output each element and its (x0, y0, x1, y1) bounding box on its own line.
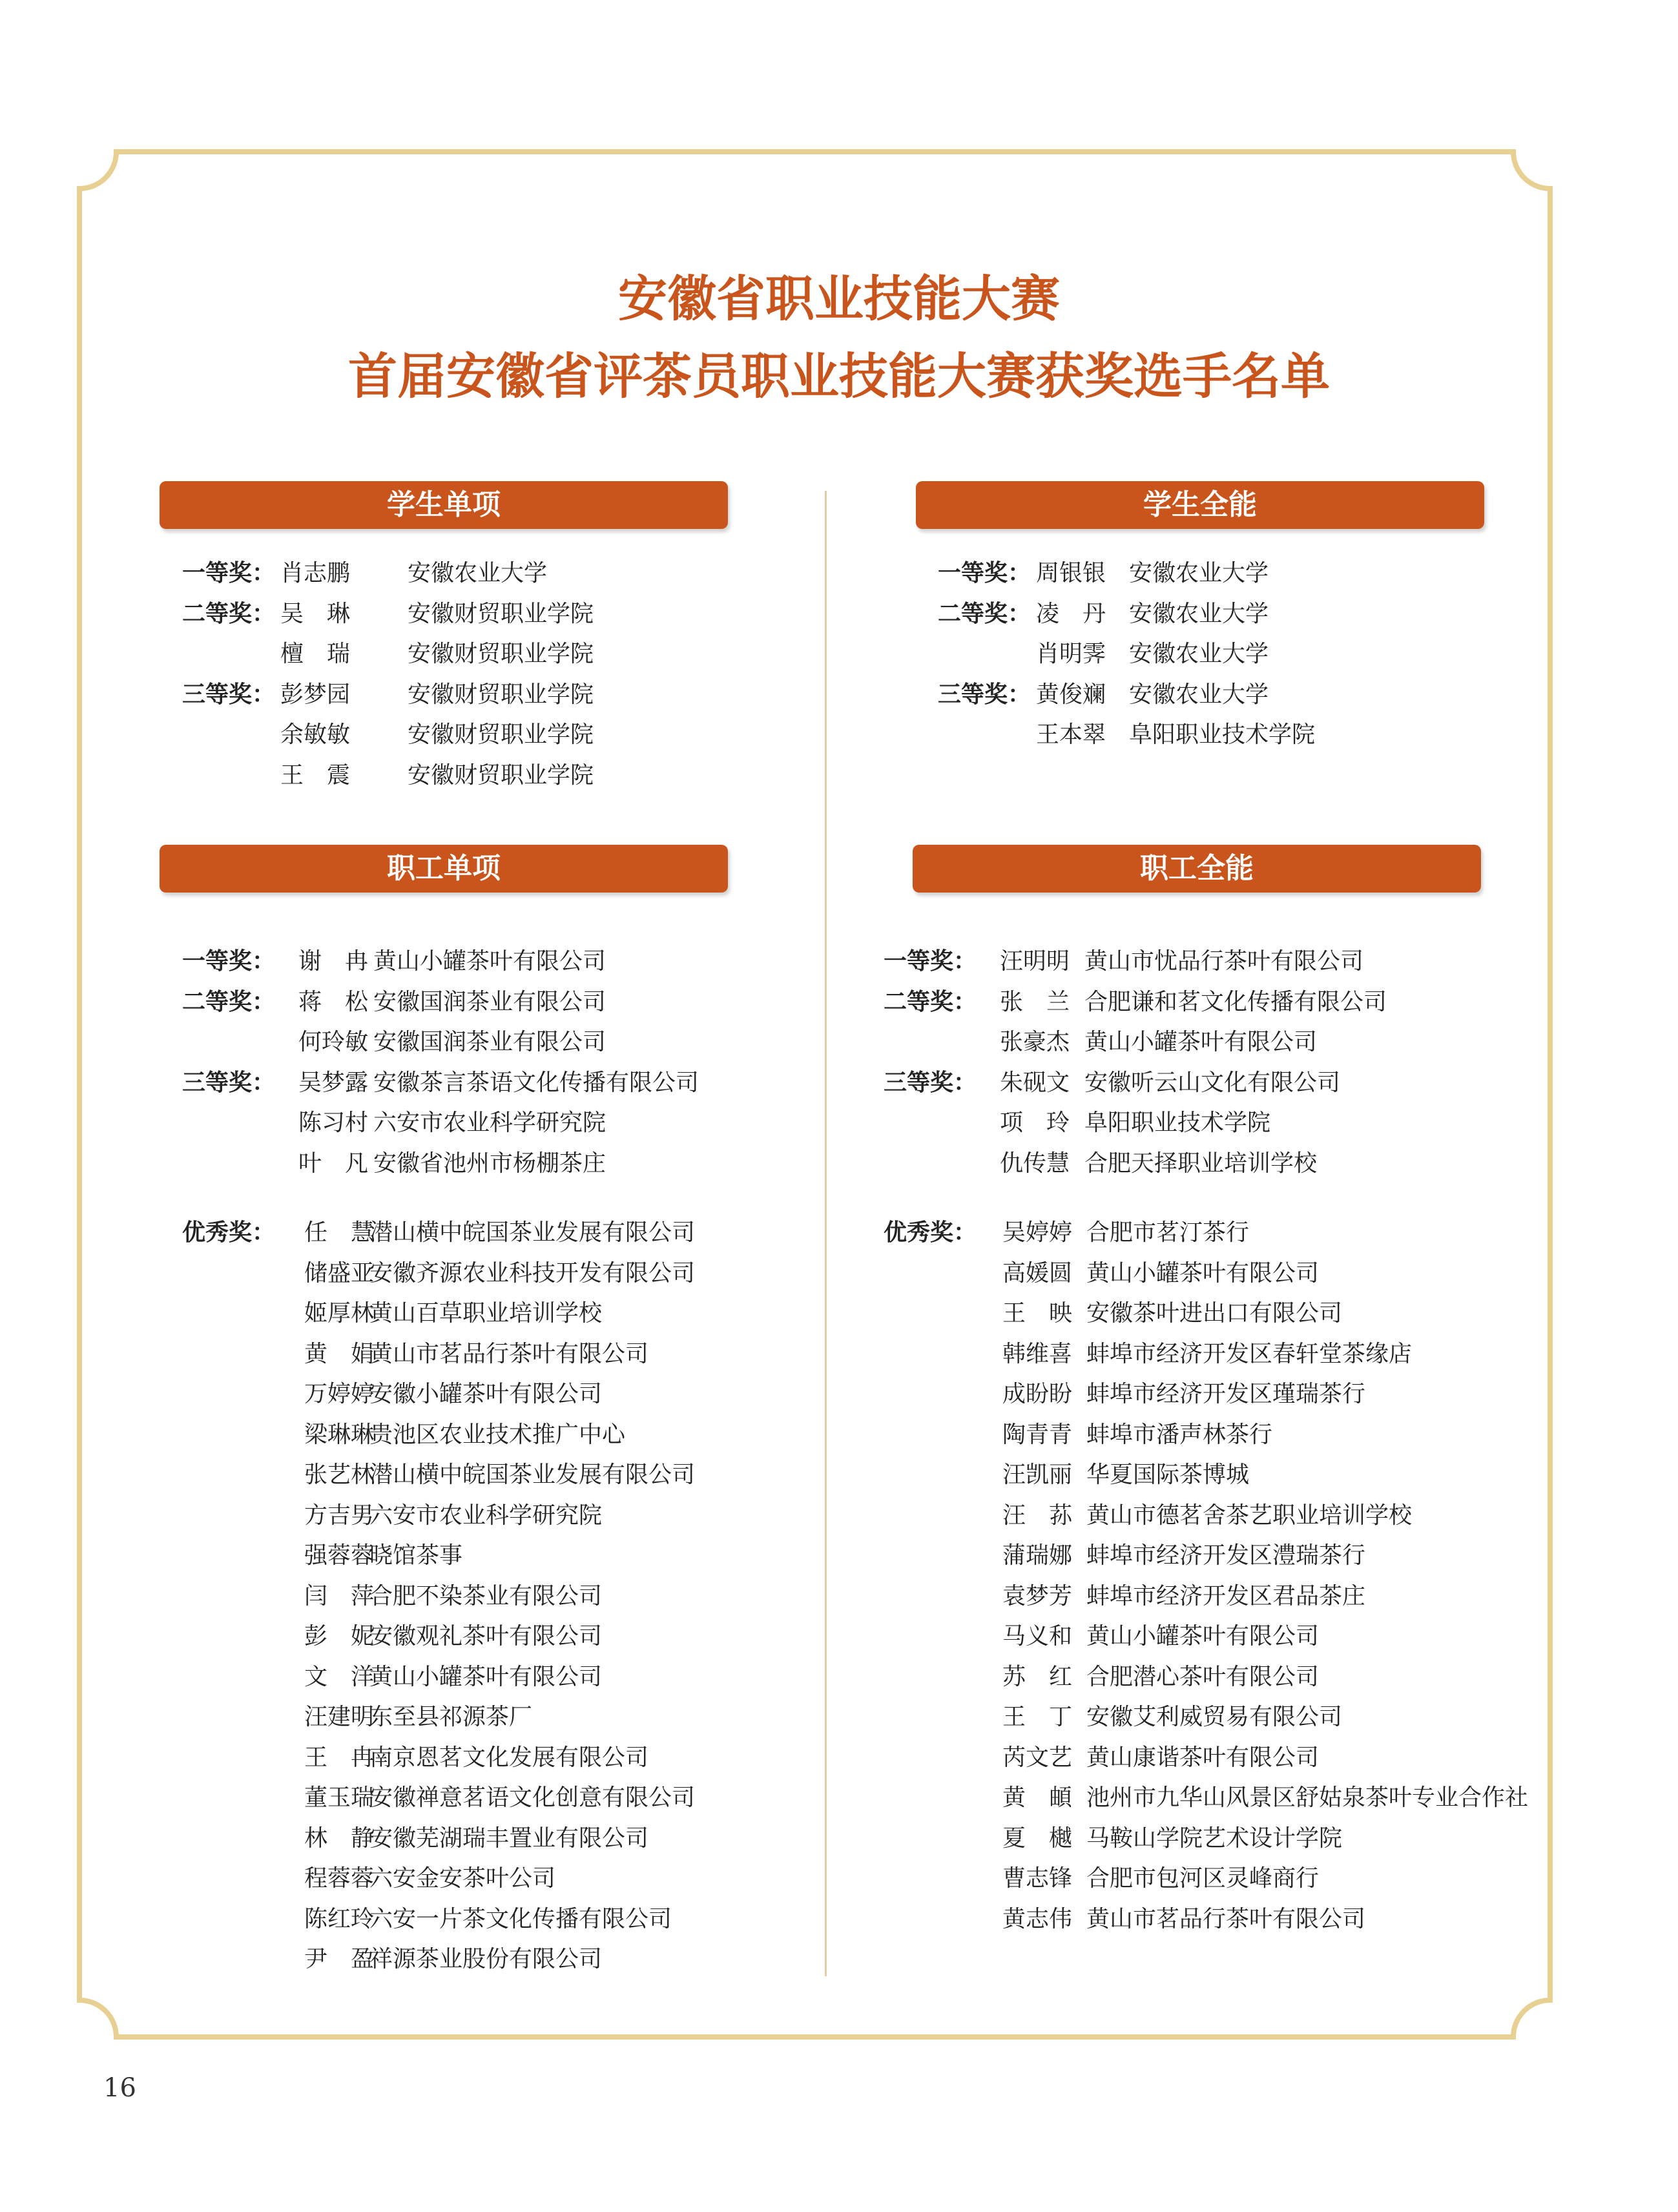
winner-organization: 华夏国际茶博城 (1086, 1462, 1250, 1488)
winner-name: 叶 凡 (298, 1150, 369, 1177)
winner-name: 周银银 (1036, 560, 1106, 586)
winner-name: 谢 冉 (298, 948, 369, 975)
merit-list-staff-single (182, 1213, 785, 1980)
winner-name: 肖志鹏 (280, 560, 351, 586)
winner-organization: 黄山小罐茶叶有限公司 (1084, 1029, 1318, 1055)
merit-entry (906, 1536, 1551, 1576)
winner-name: 马义和 (1002, 1623, 1073, 1649)
award-entry (938, 553, 1541, 594)
merit-entry (204, 1617, 785, 1657)
winner-organization: 安徽观礼茶叶有限公司 (369, 1623, 603, 1649)
merit-entry (906, 1334, 1551, 1375)
winner-name: 姬厚林 (304, 1300, 375, 1327)
winner-organization: 蚌埠市经济开发区君品茶庄 (1086, 1582, 1366, 1609)
merit-entry (182, 1213, 785, 1254)
section-banner-staff-allround: 职工全能 (913, 845, 1481, 893)
winner-organization: 黄山小罐茶叶有限公司 (369, 1663, 603, 1690)
winner-name: 张艺林 (304, 1462, 375, 1488)
winner-organization: 安徽国润茶业有限公司 (373, 988, 606, 1015)
winner-name: 程蓉蓉 (304, 1865, 375, 1892)
merit-entry (204, 1697, 785, 1738)
winner-organization: 合肥天择职业培训学校 (1084, 1150, 1318, 1177)
page-number: 16 (103, 2073, 136, 2103)
award-entry (182, 942, 785, 982)
winner-organization: 六安金安茶叶公司 (369, 1865, 556, 1892)
winner-organization: 安徽农业大学 (1129, 681, 1269, 708)
winner-name: 王 震 (280, 761, 351, 789)
merit-entry (906, 1576, 1551, 1617)
section-banner-student-allround: 学生全能 (916, 481, 1484, 529)
award-entry (204, 756, 785, 796)
winner-name: 夏 樾 (1002, 1824, 1073, 1852)
winner-organization: 蚌埠市潘声林茶行 (1086, 1421, 1273, 1448)
award-label: 三等奖： (182, 1069, 276, 1096)
winner-organization: 安徽茶言茶语文化传播有限公司 (373, 1069, 699, 1096)
merit-entry (204, 1939, 785, 1980)
winner-organization: 蚌埠市经济开发区春轩堂茶缘店 (1086, 1340, 1413, 1367)
award-label: 一等奖： (938, 560, 1031, 586)
winner-name: 肖明霁 (1036, 641, 1106, 667)
winner-organization: 阜阳职业技术学院 (1084, 1110, 1271, 1136)
winner-name: 王 冉 (304, 1744, 375, 1771)
winner-organization: 黄山康谐茶叶有限公司 (1086, 1744, 1320, 1771)
merit-entry (204, 1576, 785, 1617)
page-subtitle: 首届安徽省评茶员职业技能大赛获奖选手名单 (348, 347, 1330, 405)
winner-organization: 黄山百草职业培训学校 (369, 1300, 603, 1327)
winner-organization: 合肥潜心茶叶有限公司 (1086, 1663, 1320, 1690)
award-label: 三等奖： (884, 1069, 977, 1096)
winner-organization: 合肥不染茶业有限公司 (369, 1582, 603, 1609)
award-entry (884, 1063, 1551, 1104)
winner-name: 蒲瑞娜 (1002, 1542, 1073, 1569)
winner-organization: 安徽艾利威贸易有限公司 (1086, 1704, 1343, 1730)
winner-organization: 马鞍山学院艺术设计学院 (1086, 1824, 1343, 1852)
winner-name: 汪明明 (1000, 948, 1070, 975)
winner-organization: 阜阳职业技术学院 (1129, 721, 1316, 748)
award-entry (204, 1103, 785, 1144)
winner-organization: 黄山小罐茶叶有限公司 (1086, 1259, 1320, 1287)
merit-entry (906, 1294, 1551, 1334)
winner-name: 凌 丹 (1036, 600, 1106, 627)
winner-name: 汪 荪 (1002, 1502, 1073, 1529)
merit-entry (204, 1334, 785, 1375)
winner-name: 仇传慧 (1000, 1150, 1070, 1177)
award-label: 一等奖： (884, 948, 977, 975)
winner-name: 蒋 松 (298, 988, 369, 1015)
award-list-staff-single (182, 942, 785, 1184)
winner-organization: 安徽小罐茶叶有限公司 (369, 1381, 603, 1407)
winner-organization: 安徽农业大学 (1129, 600, 1269, 627)
column-divider (825, 491, 827, 1976)
winner-organization: 安徽茶叶进出口有限公司 (1086, 1300, 1343, 1327)
award-entry (960, 715, 1541, 756)
winner-organization: 黄山市德茗舍茶艺职业培训学校 (1086, 1502, 1413, 1529)
winner-organization: 安徽财贸职业学院 (408, 681, 594, 708)
winner-name: 陈红玲 (304, 1905, 375, 1932)
winner-name: 吴婷婷 (1002, 1219, 1073, 1246)
award-label: 二等奖： (884, 988, 977, 1015)
merit-entry (906, 1778, 1551, 1819)
merit-entry (906, 1657, 1551, 1698)
winner-organization: 安徽齐源农业科技开发有限公司 (369, 1259, 696, 1287)
merit-entry (884, 1213, 1551, 1254)
winner-name: 林 静 (304, 1824, 375, 1852)
award-entry (938, 675, 1541, 716)
award-entry (182, 982, 785, 1023)
merit-entry (906, 1617, 1551, 1657)
award-label: 二等奖： (182, 600, 276, 627)
award-label: 三等奖： (182, 681, 276, 708)
merit-entry (204, 1374, 785, 1415)
winner-name: 项 玲 (1000, 1110, 1070, 1136)
winner-name: 汪凯丽 (1002, 1462, 1073, 1488)
winner-name: 汪建明 (304, 1704, 375, 1730)
merit-entry (906, 1738, 1551, 1779)
winner-organization: 安徽财贸职业学院 (408, 761, 594, 789)
merit-entry (906, 1496, 1551, 1536)
winner-organization: 安徽财贸职业学院 (408, 641, 594, 667)
winner-name: 张豪杰 (1000, 1029, 1070, 1055)
winner-name: 曹志锋 (1002, 1865, 1073, 1892)
winner-name: 黄志伟 (1002, 1905, 1073, 1932)
award-entry (960, 634, 1541, 675)
merit-entry (906, 1899, 1551, 1940)
award-entry (204, 715, 785, 756)
section-banner-staff-single: 职工单项 (160, 845, 728, 893)
award-list-student-allround (938, 553, 1541, 756)
merit-entry (204, 1536, 785, 1576)
award-entry (182, 675, 785, 716)
winner-name: 陶青青 (1002, 1421, 1073, 1448)
winner-name: 张 兰 (1000, 988, 1070, 1015)
winner-name: 苏 红 (1002, 1663, 1073, 1690)
winner-name: 何玲敏 (298, 1029, 369, 1055)
winner-name: 万婷婷 (304, 1381, 375, 1407)
award-label: 一等奖： (182, 948, 276, 975)
award-entry (884, 982, 1551, 1023)
winner-organization: 合肥市茗汀茶行 (1086, 1219, 1250, 1246)
award-label: 优秀奖： (884, 1219, 977, 1246)
section-banner-student-single: 学生单项 (160, 481, 728, 529)
winner-organization: 贵池区农业技术推广中心 (369, 1421, 626, 1448)
winner-organization: 黄山市茗品行茶叶有限公司 (369, 1340, 649, 1367)
merit-entry (204, 1496, 785, 1536)
merit-entry (906, 1455, 1551, 1496)
merit-entry (204, 1415, 785, 1456)
award-list-staff-allround (884, 942, 1551, 1184)
merit-entry (204, 1859, 785, 1899)
award-entry (204, 1144, 785, 1184)
award-list-student-single (182, 553, 785, 796)
winner-organization: 池州市九华山风景区舒姑泉茶叶专业合作社 (1086, 1784, 1529, 1811)
winner-name: 朱砚文 (1000, 1069, 1070, 1096)
merit-entry (204, 1899, 785, 1940)
award-entry (906, 1144, 1551, 1184)
award-entry (182, 594, 785, 635)
winner-name: 强蓉蓉 (304, 1542, 375, 1569)
merit-entry (204, 1657, 785, 1698)
merit-entry (906, 1254, 1551, 1294)
winner-organization: 晓馆茶事 (369, 1542, 463, 1569)
award-label: 二等奖： (182, 988, 276, 1015)
merit-entry (204, 1819, 785, 1859)
winner-name: 董玉瑞 (304, 1784, 375, 1811)
page-title: 安徽省职业技能大赛 (618, 270, 1060, 327)
winner-organization: 合肥市包河区灵峰商行 (1086, 1865, 1320, 1892)
award-entry (906, 1022, 1551, 1063)
merit-entry (204, 1778, 785, 1819)
winner-organization: 安徽农业大学 (408, 560, 548, 586)
merit-list-staff-allround (884, 1213, 1551, 1939)
winner-organization: 六安一片茶文化传播有限公司 (369, 1905, 672, 1932)
winner-organization: 安徽农业大学 (1129, 641, 1269, 667)
winner-name: 余敏敏 (280, 721, 351, 748)
winner-name: 尹 盈 (304, 1946, 375, 1972)
award-label: 二等奖： (938, 600, 1031, 627)
winner-organization: 安徽听云山文化有限公司 (1084, 1069, 1341, 1096)
winner-organization: 安徽省池州市杨棚茶庄 (373, 1150, 606, 1177)
merit-entry (204, 1738, 785, 1779)
winner-name: 王 丁 (1002, 1704, 1073, 1730)
winner-organization: 安徽财贸职业学院 (408, 721, 594, 748)
award-label: 优秀奖： (182, 1219, 276, 1246)
award-label: 三等奖： (938, 681, 1031, 708)
winner-name: 吴 琳 (280, 600, 351, 627)
merit-entry (906, 1859, 1551, 1899)
winner-organization: 六安市农业科学研究院 (369, 1502, 603, 1529)
award-label: 一等奖： (182, 560, 276, 586)
winner-name: 芮文艺 (1002, 1744, 1073, 1771)
winner-name: 彭梦园 (280, 681, 351, 708)
winner-organization: 蚌埠市经济开发区瑾瑞茶行 (1086, 1381, 1366, 1407)
winner-organization: 安徽国润茶业有限公司 (373, 1029, 606, 1055)
merit-entry (906, 1697, 1551, 1738)
winner-organization: 东至县祁源茶厂 (369, 1704, 533, 1730)
winner-organization: 祥源茶业股份有限公司 (369, 1946, 603, 1972)
winner-organization: 安徽财贸职业学院 (408, 600, 594, 627)
merit-entry (906, 1819, 1551, 1859)
winner-organization: 安徽芜湖瑞丰置业有限公司 (369, 1824, 649, 1852)
merit-entry (906, 1415, 1551, 1456)
winner-name: 黄 頔 (1002, 1784, 1073, 1811)
winner-organization: 黄山小罐茶叶有限公司 (373, 948, 606, 975)
merit-entry (906, 1374, 1551, 1415)
winner-name: 成盼盼 (1002, 1381, 1073, 1407)
merit-entry (204, 1455, 785, 1496)
winner-name: 方吉男 (304, 1502, 375, 1529)
winner-organization: 黄山市茗品行茶叶有限公司 (1086, 1905, 1366, 1932)
winner-organization: 黄山市忧品行茶叶有限公司 (1084, 948, 1364, 975)
winner-organization: 潜山横中皖国茶业发展有限公司 (369, 1219, 696, 1246)
winner-name: 黄 娟 (304, 1340, 375, 1367)
award-entry (204, 634, 785, 675)
winner-name: 黄俊斓 (1036, 681, 1106, 708)
winner-name: 陈习村 (298, 1110, 369, 1136)
winner-organization: 潜山横中皖国茶业发展有限公司 (369, 1462, 696, 1488)
winner-name: 储盛亚 (304, 1259, 375, 1287)
winner-name: 高媛圆 (1002, 1259, 1073, 1287)
winner-name: 彭 妮 (304, 1623, 375, 1649)
winner-organization: 蚌埠市经济开发区澧瑞茶行 (1086, 1542, 1366, 1569)
winner-name: 任 慧 (304, 1219, 375, 1246)
winner-organization: 黄山小罐茶叶有限公司 (1086, 1623, 1320, 1649)
winner-organization: 安徽农业大学 (1129, 560, 1269, 586)
winner-name: 王本翠 (1036, 721, 1106, 748)
winner-name: 梁琳琳 (304, 1421, 375, 1448)
winner-name: 王 映 (1002, 1300, 1073, 1327)
winner-organization: 六安市农业科学研究院 (373, 1110, 606, 1136)
winner-name: 闫 萍 (304, 1582, 375, 1609)
winner-name: 袁梦芳 (1002, 1582, 1073, 1609)
award-entry (182, 553, 785, 594)
award-entry (884, 942, 1551, 982)
award-entry (906, 1103, 1551, 1144)
winner-name: 吴梦露 (298, 1069, 369, 1096)
merit-entry (204, 1294, 785, 1334)
winner-organization: 合肥谦和茗文化传播有限公司 (1084, 988, 1387, 1015)
award-entry (182, 1063, 785, 1104)
award-entry (204, 1022, 785, 1063)
winner-name: 文 洋 (304, 1663, 375, 1690)
award-entry (938, 594, 1541, 635)
winner-name: 檀 瑞 (280, 641, 351, 667)
winner-organization: 南京恩茗文化发展有限公司 (369, 1744, 649, 1771)
winner-organization: 安徽禅意茗语文化创意有限公司 (369, 1784, 696, 1811)
winner-name: 韩维喜 (1002, 1340, 1073, 1367)
merit-entry (204, 1254, 785, 1294)
